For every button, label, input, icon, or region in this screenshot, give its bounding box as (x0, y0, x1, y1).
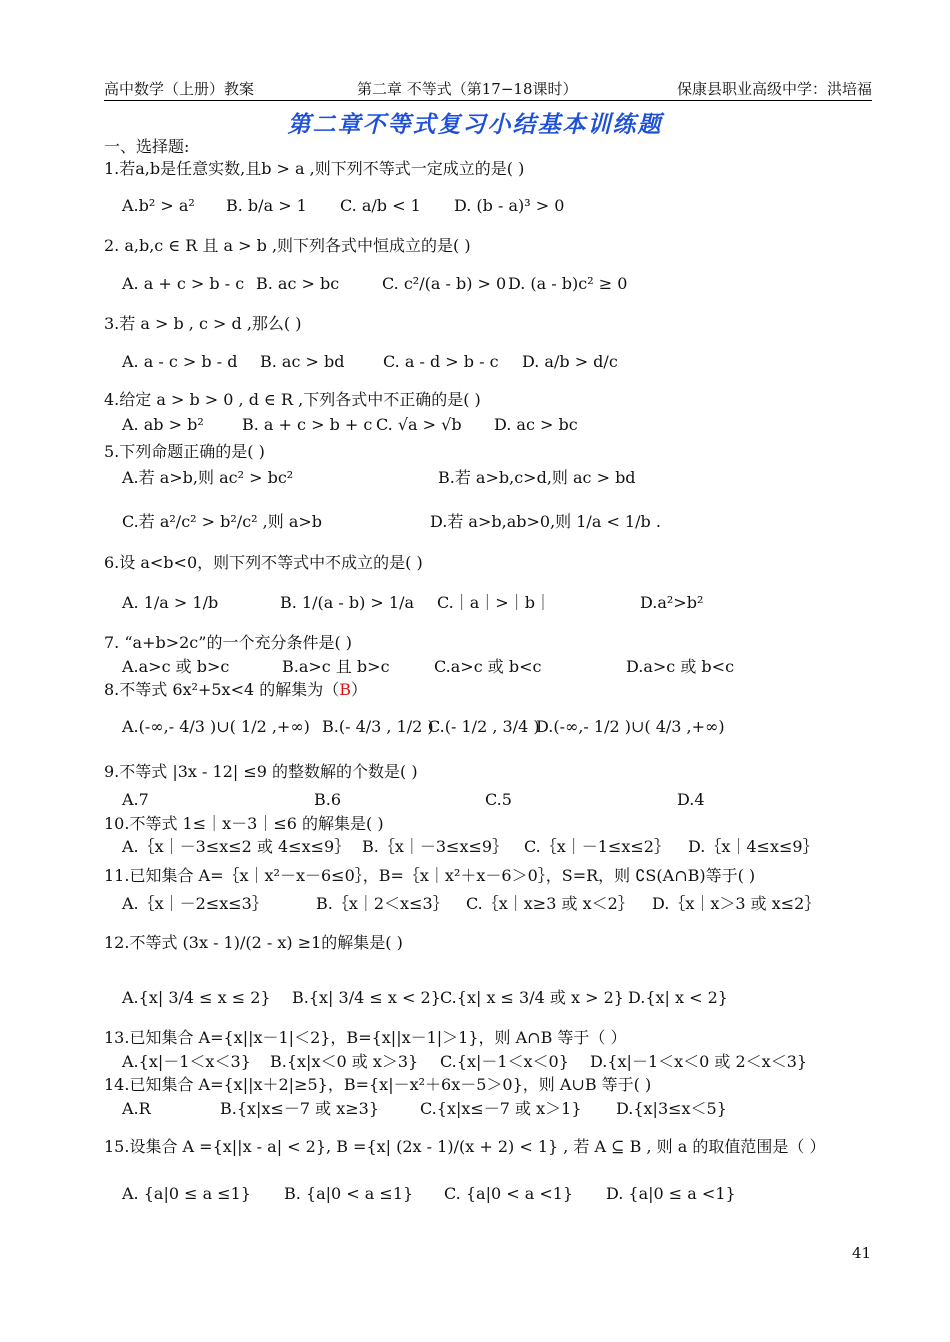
q8-option-a: A.(-∞,- 4/3 )∪( 1/2 ,+∞) (122, 717, 310, 736)
q12-option-c: C.{x| x ≤ 3/4 或 x > 2} (440, 988, 624, 1007)
q9-option-b: B.6 (314, 790, 342, 809)
q8-stem (104, 680, 367, 700)
q7-option-d: D.a>c 或 b<c (626, 657, 735, 676)
q7-option-c: C.a>c 或 b<c (434, 657, 542, 676)
q11-option-a: A.｛x｜－2≤x≤3｝ (122, 894, 268, 913)
q3-option-d: D. a/b > d/c (522, 352, 618, 371)
q2-stem: 2. a,b,c ∈ R 且 a > b ,则下列各式中恒成立的是( ) (104, 236, 471, 255)
q10-option-a: A.｛x｜－3≤x≤2 或 4≤x≤9｝ (122, 837, 351, 856)
q10-option-c: C.｛x｜－1≤x≤2｝ (524, 837, 670, 856)
q9-option-d: D.4 (677, 790, 705, 809)
q11-stem: 11.已知集合 A=｛x｜x²－x－6≤0｝，B=｛x｜x²＋x－6＞0｝，S=R，则 ∁S(A∩B)等于( ) (104, 866, 756, 885)
q14-option-b: B.{x|x≤－7 或 x≥3} (220, 1099, 380, 1118)
q3-stem: 3.若 a > b , c > d ,那么( ) (104, 314, 302, 333)
q8-option-d: D.(-∞,- 1/2 )∪( 4/3 ,+∞) (536, 717, 725, 736)
q2-option-a: A. a + c > b - c (122, 274, 245, 293)
q15-stem: 15.设集合 A ={x||x - a| < 2}, B ={x| (2x - 1)/(x + 2) < 1} , 若 A ⊆ B , 则 a 的取值范围是（ ） (104, 1137, 826, 1156)
q14-option-d: D.{x|3≤x＜5} (616, 1099, 727, 1118)
q11-option-b: B.｛x｜2＜x≤3｝ (316, 894, 449, 913)
header-center: 第二章 不等式（第17−18课时） (357, 80, 578, 98)
q7-option-b: B.a>c 且 b>c (282, 657, 390, 676)
q4-option-a: A. ab > b² (122, 415, 204, 434)
q15-option-b: B. {a|0 < a ≤1} (284, 1184, 414, 1203)
q13-stem: 13.已知集合 A={x||x－1|＜2}，B={x||x－1|＞1}，则 A∩B 等于（ ） (104, 1028, 627, 1047)
q5-stem: 5.下列命题正确的是( ) (104, 442, 265, 461)
q8-answer-mark: B (339, 680, 352, 699)
q12-option-a: A.{x| 3/4 ≤ x ≤ 2} (122, 988, 271, 1007)
q10-option-b: B.｛x｜－3≤x≤9｝ (362, 837, 509, 856)
q11-option-d: D.｛x｜x＞3 或 x≤2｝ (652, 894, 821, 913)
q13-option-d: D.{x|－1＜x＜0 或 2＜x＜3} (590, 1052, 808, 1071)
q10-stem: 10.不等式 1≤｜x－3｜≤6 的解集是( ) (104, 814, 384, 833)
page-title: 第二章不等式复习小结基本训练题 (287, 112, 663, 138)
q1-option-c: C. a/b < 1 (340, 196, 421, 215)
q12-option-b: B.{x| 3/4 ≤ x < 2} (292, 988, 441, 1007)
q6-option-a: A. 1/a > 1/b (122, 593, 219, 612)
header-right: 保康县职业高级中学：洪培福 (676, 80, 872, 98)
q6-option-b: B. 1/(a - b) > 1/a (280, 593, 415, 612)
q3-option-a: A. a - c > b - d (122, 352, 238, 371)
q2-option-d: D. (a - b)c² ≥ 0 (508, 274, 628, 293)
q14-option-a: A.R (122, 1099, 151, 1118)
q5-option-c: C.若 a²/c² > b²/c² ,则 a>b (122, 512, 323, 531)
section-heading: 一、选择题: (104, 137, 190, 156)
q14-stem: 14.已知集合 A={x||x＋2|≥5}，B={x|－x²＋6x－5＞0}，则 A∪B 等于( ) (104, 1075, 652, 1094)
q8-option-c: C.(- 1/2 , 3/4 ) (428, 717, 540, 736)
q8-option-b: B.(- 4/3 , 1/2 ) (322, 717, 434, 736)
q5-option-d: D.若 a>b,ab>0,则 1/a < 1/b . (430, 512, 661, 531)
q15-option-a: A. {a|0 ≤ a ≤1} (122, 1184, 251, 1203)
q3-option-b: B. ac > bd (260, 352, 345, 371)
q1-option-d: D. (b - a)³ > 0 (454, 196, 565, 215)
q6-stem: 6.设 a<b<0，则下列不等式中不成立的是( ) (104, 553, 423, 572)
q8-stem-close: ） (351, 680, 368, 699)
page-header (104, 78, 872, 101)
q9-option-c: C.5 (485, 790, 512, 809)
q2-option-b: B. ac > bc (256, 274, 340, 293)
q12-stem: 12.不等式 (3x - 1)/(2 - x) ≥1的解集是( ) (104, 933, 403, 952)
q10-option-d: D.｛x｜4≤x≤9｝ (688, 837, 819, 856)
q15-option-c: C. {a|0 < a <1} (444, 1184, 574, 1203)
q13-option-b: B.{x|x＜0 或 x＞3} (270, 1052, 419, 1071)
q2-option-c: C. c²/(a - b) > 0 (382, 274, 507, 293)
header-left: 高中数学（上册）教案 (104, 80, 255, 98)
q4-option-c: C. √a > √b (376, 415, 462, 434)
q13-option-a: A.{x|－1＜x＜3} (122, 1052, 251, 1071)
q11-option-c: C.｛x｜x≥3 或 x＜2｝ (466, 894, 634, 913)
q6-option-d: D.a²>b² (640, 593, 704, 612)
q7-stem: 7. “a+b>2c”的一个充分条件是( ) (104, 633, 353, 652)
q1-stem: 1.若a,b是任意实数,且b > a ,则下列不等式一定成立的是( ) (104, 159, 525, 178)
q4-stem: 4.给定 a > b > 0 , d ∈ R ,下列各式中不正确的是( ) (104, 390, 481, 409)
q3-option-c: C. a - d > b - c (383, 352, 499, 371)
q7-option-a: A.a>c 或 b>c (122, 657, 230, 676)
q4-option-b: B. a + c > b + c (242, 415, 373, 434)
q8-stem-text: 8.不等式 6x²+5x<4 的解集为（ (104, 680, 340, 699)
q9-stem: 9.不等式 |3x - 12| ≤9 的整数解的个数是( ) (104, 762, 418, 781)
q4-option-d: D. ac > bc (494, 415, 578, 434)
q6-option-c: C.｜a｜>｜b｜ (437, 593, 551, 612)
q14-option-c: C.{x|x≤－7 或 x＞1} (420, 1099, 582, 1118)
q1-option-b: B. b/a > 1 (226, 196, 307, 215)
q9-option-a: A.7 (122, 790, 149, 809)
q1-option-a: A.b² > a² (122, 196, 195, 215)
q5-option-b: B.若 a>b,c>d,则 ac > bd (438, 468, 636, 487)
q13-option-c: C.{x|－1＜x＜0} (440, 1052, 569, 1071)
q15-option-d: D. {a|0 ≤ a <1} (606, 1184, 736, 1203)
q12-option-d: D.{x| x < 2} (628, 988, 728, 1007)
q5-option-a: A.若 a>b,则 ac² > bc² (122, 468, 294, 487)
page-number: 41 (852, 1244, 872, 1262)
